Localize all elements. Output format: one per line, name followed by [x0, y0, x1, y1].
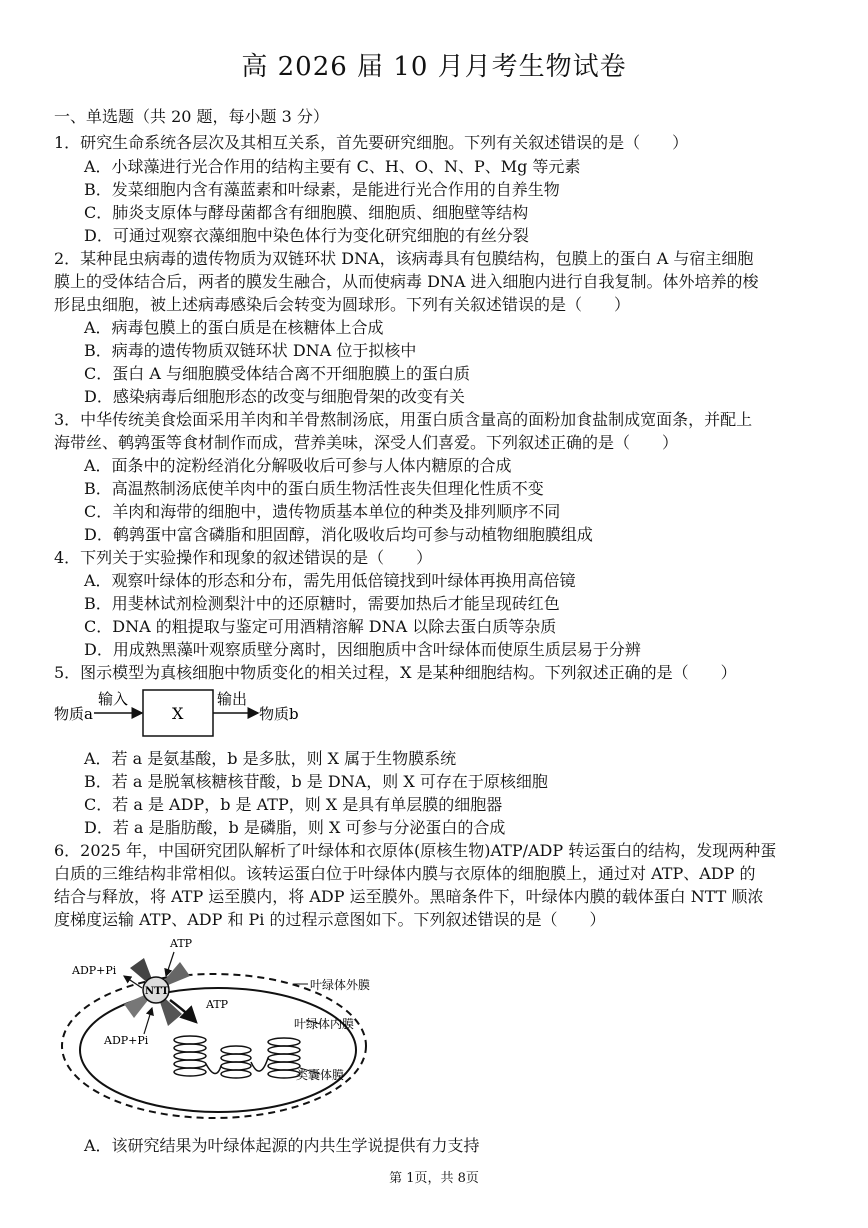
question-4-option-a: A．观察叶绿体的形态和分布，需先用低倍镜找到叶绿体再换用高倍镜 — [84, 571, 576, 590]
inner-membrane-label: 叶绿体内膜 — [294, 1017, 355, 1031]
chloroplast-ntt-diagram — [58, 932, 388, 1122]
question-5-stem: 5．图示模型为真核细胞中物质变化的相关过程，X 是某种细胞结构。下列叙述正确的是（ ） — [54, 663, 737, 682]
output-label: 输出 — [217, 690, 248, 708]
question-1-option-d: D．可通过观察衣藻细胞中染色体行为变化研究细胞的有丝分裂 — [84, 226, 529, 245]
question-6-stem-line-2: 白质的三维结构非常相似。该转运蛋白位于叶绿体内膜与衣原体的细胞膜上，通过对 ATP、ADP 的 — [54, 864, 756, 883]
thylakoid-label: 类囊体膜 — [296, 1068, 345, 1082]
question-5-option-a: A．若 a 是氨基酸，b 是多肽，则 X 属于生物膜系统 — [84, 749, 457, 768]
question-1-option-c: C．肺炎支原体与酵母菌都含有细胞膜、细胞质、细胞壁等结构 — [84, 203, 529, 222]
question-5-option-d: D．若 a 是脂肪酸，b 是磷脂，则 X 可参与分泌蛋白的合成 — [84, 818, 506, 837]
outer-membrane-label: 叶绿体外膜 — [310, 978, 371, 992]
question-1-option-a: A．小球藻进行光合作用的结构主要有 C、H、O、N、P、Mg 等元素 — [84, 157, 581, 176]
question-2-option-d: D．感染病毒后细胞形态的改变与细胞骨架的改变有关 — [84, 387, 465, 406]
substance-b-label: 物质b — [259, 705, 299, 723]
section-heading: 一、单选题（共 20 题，每小题 3 分） — [54, 107, 329, 126]
question-4-stem: 4．下列关于实验操作和现象的叙述错误的是（ ） — [54, 548, 433, 567]
input-label: 输入 — [98, 690, 129, 708]
question-4-option-b: B．用斐林试剂检测梨汁中的还原糖时，需要加热后才能呈现砖红色 — [84, 594, 560, 613]
atp-mid-label: ATP — [206, 998, 229, 1011]
structure-x-label: X — [172, 704, 184, 723]
adp-return-arrow — [144, 1008, 152, 1034]
question-5-option-b: B．若 a 是脱氧核糖核苷酸，b 是 DNA，则 X 可存在于原核细胞 — [84, 772, 548, 791]
question-1-option-b: B．发菜细胞内含有藻蓝素和叶绿素，是能进行光合作用的自养生物 — [84, 180, 560, 199]
question-3-stem-line-2: 海带丝、鹌鹑蛋等食材制作而成，营养美味，深受人们喜爱。下列叙述正确的是（ ） — [54, 433, 679, 452]
question-3-option-b: B．高温熬制汤底使羊肉中的蛋白质生物活性丧失但理化性质不变 — [84, 479, 544, 498]
page-footer: 第 1页，共 8页 — [389, 1171, 479, 1186]
adp-pi-top-label: ADP+Pi — [72, 964, 117, 977]
question-6-option-a: A．该研究结果为叶绿体起源的内共生学说提供有力支持 — [84, 1136, 480, 1155]
question-3-option-a: A．面条中的淀粉经消化分解吸收后可参与人体内糖原的合成 — [84, 456, 512, 475]
atp-top-label: ATP — [170, 937, 193, 950]
ntt-label: NTT — [145, 986, 169, 997]
ntt-transporter — [124, 958, 190, 1026]
question-2-option-a: A．病毒包膜上的蛋白质是在核糖体上合成 — [84, 318, 384, 337]
question-5-diagram — [52, 684, 322, 744]
question-6-stem-line-3: 结合与释放，将 ATP 运至膜内，将 ADP 运至膜外。黑暗条件下，叶绿体内膜的载体蛋白 NTT 顺浓 — [54, 887, 764, 906]
thylakoid-stacks — [174, 1036, 300, 1078]
question-3-option-c: C．羊肉和海带的细胞中，遗传物质基本单位的种类及排列顺序不同 — [84, 502, 561, 521]
question-3-option-d: D．鹌鹑蛋中富含磷脂和胆固醇，消化吸收后均可参与动植物细胞膜组成 — [84, 525, 593, 544]
question-4-option-d: D．用成熟黑藻叶观察质壁分离时，因细胞质中含叶绿体而使原生质层易于分辨 — [84, 640, 641, 659]
question-3-stem-line-1: 3．中华传统美食烩面采用羊肉和羊骨熬制汤底，用蛋白质含量高的面粉加食盐制成宽面条，并配上 — [54, 410, 753, 429]
question-2-option-b: B．病毒的遗传物质双链环状 DNA 位于拟核中 — [84, 341, 417, 360]
question-4-option-c: C．DNA 的粗提取与鉴定可用酒精溶解 DNA 以除去蛋白质等杂质 — [84, 617, 557, 636]
question-2-stem-line-3: 形昆虫细胞，被上述病毒感染后会转变为圆球形。下列有关叙述错误的是（ ） — [54, 295, 631, 314]
question-6-stem-line-4: 度梯度运输 ATP、ADP 和 Pi 的过程示意图如下。下列叙述错误的是（ ） — [54, 910, 606, 929]
question-2-stem-line-2: 膜上的受体结合后，两者的膜发生融合，从而使病毒 DNA 进入细胞内进行自我复制。体外培养的梭 — [54, 272, 759, 291]
page-title: 高 2026 届 10 月月考生物试卷 — [241, 52, 627, 82]
substance-a-label: 物质a — [54, 705, 93, 723]
question-6-stem-line-1: 6．2025 年，中国研究团队解析了叶绿体和衣原体(原核生物)ATP/ADP 转运蛋白的结构，发现两种蛋 — [54, 841, 777, 860]
question-2-option-c: C．蛋白 A 与细胞膜受体结合离不开细胞膜上的蛋白质 — [84, 364, 470, 383]
adp-pi-mid-label: ADP+Pi — [104, 1034, 149, 1047]
question-2-stem-line-1: 2．某种昆虫病毒的遗传物质为双链环状 DNA，该病毒具有包膜结构，包膜上的蛋白 A 与宿主细胞 — [54, 249, 754, 268]
question-1-stem: 1．研究生命系统各层次及其相互关系，首先要研究细胞。下列有关叙述错误的是（ ） — [54, 133, 689, 152]
question-5-option-c: C．若 a 是 ADP，b 是 ATP，则 X 是具有单层膜的细胞器 — [84, 795, 503, 814]
